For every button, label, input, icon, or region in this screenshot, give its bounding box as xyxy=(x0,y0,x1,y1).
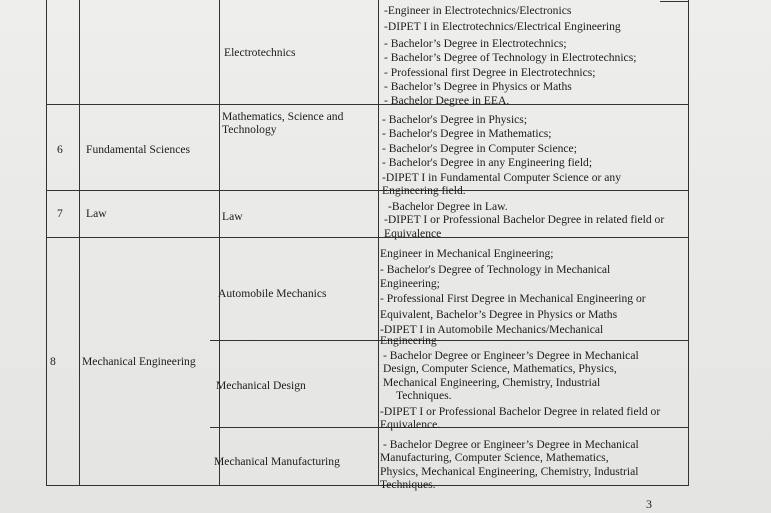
req-line: -Engineer in Electrotechnics/Electronics xyxy=(384,4,572,17)
col-divider-2 xyxy=(219,0,220,485)
req-line: - Professional first Degree in Electrotechnics; xyxy=(384,65,596,79)
req-line: -DIPET I in Electrotechnics/Electrical Engineering xyxy=(384,20,621,34)
requirements-mechanical-design xyxy=(380,349,660,431)
req-line: -Bachelor Degree in Law. xyxy=(388,200,508,213)
req-line: - Bachelor's Degree in Physics; xyxy=(382,113,528,126)
req-line: - Bachelor’s Degree in Physics or Maths xyxy=(384,80,572,94)
req-line: -DIPET I in Fundamental Computer Science or any xyxy=(382,170,622,184)
domain-mechanical-engineering: Mechanical Engineering xyxy=(82,355,196,368)
table-left-border xyxy=(46,0,47,485)
top-right-fragment xyxy=(660,1,689,2)
req-line: - Bachelor's Degree of Technology in Mechanical xyxy=(380,263,611,277)
speciality-mechanical-manufacturing: Mechanical Manufacturing xyxy=(214,455,340,468)
req-line: Engineering field. xyxy=(382,184,466,198)
requirements-electrotechnics xyxy=(384,4,636,108)
col-divider-1 xyxy=(79,0,80,485)
speciality-mechanical-design: Mechanical Design xyxy=(216,379,306,392)
page-number: 3 xyxy=(646,497,652,511)
speciality-math-science-tech: Mathematics, Science and Technology xyxy=(222,110,344,137)
req-line: - Bachelor Degree in EEA. xyxy=(384,94,510,108)
col-divider-3 xyxy=(378,0,379,485)
domain-law: Law xyxy=(86,207,107,220)
req-line: Equivalent, Bachelor’s Degree in Physics or Maths xyxy=(380,307,618,321)
requirements-fundamental-sciences xyxy=(382,113,621,197)
req-line: Techniques. xyxy=(380,478,436,492)
req-line: Engineering xyxy=(380,334,437,348)
req-line: - Bachelor Degree or Engineer’s Degree in Mechanical xyxy=(383,438,639,451)
req-line: -DIPET I or Professional Bachelor Degree in related field or xyxy=(384,213,665,227)
req-line: Physics, Mechanical Engineering, Chemistry, Industrial xyxy=(380,464,639,478)
domain-fundamental-sciences: Fundamental Sciences xyxy=(86,143,190,156)
req-line: Equivalence xyxy=(384,226,442,240)
req-line: Equivalence. xyxy=(380,418,441,432)
row-number-6: 6 xyxy=(57,143,63,156)
row-number-7: 7 xyxy=(57,207,63,220)
req-line: - Bachelor’s Degree of Technology in Electrotechnics; xyxy=(384,51,637,65)
requirements-mechanical-manufacturing xyxy=(380,438,639,492)
requirements-automobile-mechanics xyxy=(380,247,646,346)
table-right-border xyxy=(688,0,689,485)
speciality-automobile-mechanics: Automobile Mechanics xyxy=(218,287,327,300)
requirements-law xyxy=(384,200,664,240)
req-line: - Bachelor's Degree in Mathematics; xyxy=(382,127,552,141)
req-line: - Bachelor's Degree in Computer Science; xyxy=(382,141,577,155)
req-line: -DIPET I or Professional Bachelor Degree in related field or xyxy=(380,404,661,418)
req-line: -DIPET I in Automobile Mechanics/Mechanical xyxy=(380,323,604,337)
req-line: - Bachelor Degree or Engineer’s Degree in Mechanical xyxy=(383,349,639,362)
req-line: Engineer in Mechanical Engineering; xyxy=(380,247,554,260)
req-line: - Bachelor's Degree in any Engineering field; xyxy=(382,156,593,170)
speciality-law: Law xyxy=(222,210,243,223)
row-number-8: 8 xyxy=(50,355,56,368)
req-line: - Bachelor’s Degree in Electrotechnics; xyxy=(384,36,567,50)
req-line: - Professional First Degree in Mechanical Engineering or xyxy=(380,292,646,306)
req-line: Design, Computer Science, Mathematics, Physics, xyxy=(383,362,617,376)
req-line: Mechanical Engineering, Chemistry, Industrial xyxy=(383,375,601,389)
speciality-electrotechnics: Electrotechnics xyxy=(224,46,296,59)
req-line: Engineering; xyxy=(380,276,440,290)
req-line: Techniques. xyxy=(396,389,452,403)
req-line: Manufacturing, Computer Science, Mathematics, xyxy=(380,451,609,465)
